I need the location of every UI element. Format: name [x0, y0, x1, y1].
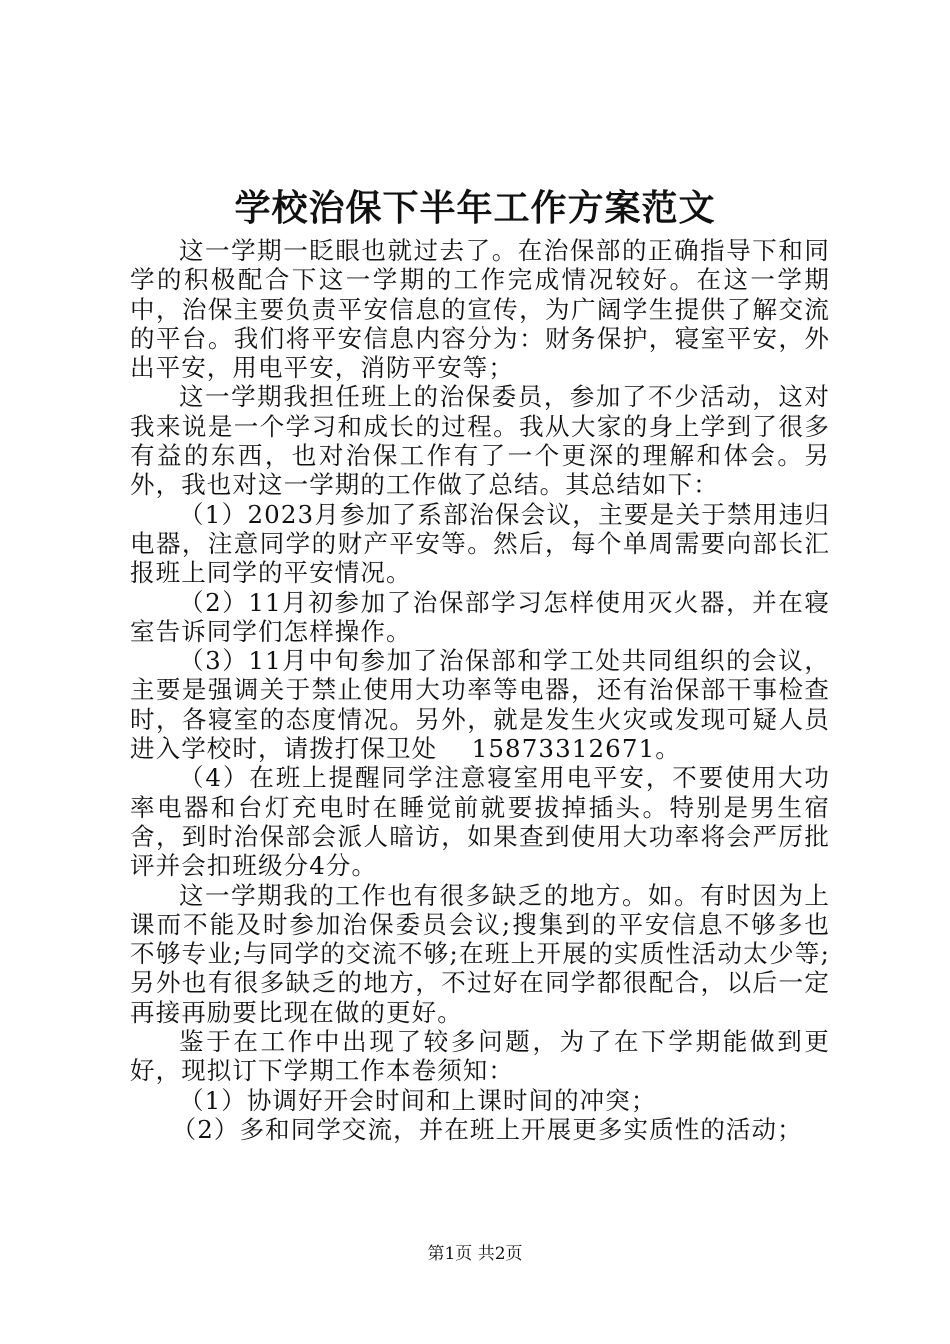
- document-body: [130, 236, 830, 1144]
- paragraph-shortcomings: 这一学期我的工作也有很多缺乏的地方。如。有时因为上课而不能及时参加治保委员会议;搜集到的平安信息不够多也不够专业;与同学的交流不够;在班上开展的实质性活动太少等;另外也有很多缺乏的地方，不过好在同学都很配合，以后一定再接再励要比现在做的更好。: [130, 880, 830, 1027]
- list-item-3: （3）11月中旬参加了治保部和学工处共同组织的会议，主要是强调关于禁止使用大功率等电器，还有治保部干事检查时，各寝室的态度情况。另外，就是发生火灾或发现可疑人员进入学校时，请拨打保卫处 15873312671。: [130, 646, 830, 764]
- plan-item-1: （1）协调好开会时间和上课时间的冲突；: [179, 1085, 657, 1115]
- plan-item-2: （2）多和同学交流，并在班上开展更多实质性的活动；: [171, 1114, 803, 1144]
- list-item-1: （1）2023月参加了系部治保会议，主要是关于禁用违归电器，注意同学的财产平安等。然后，每个单周需要向部长汇报班上同学的平安情况。: [130, 499, 830, 588]
- list-item-2: （2）11月初参加了治保部学习怎样使用灭火器，并在寝室告诉同学们怎样操作。: [130, 587, 830, 646]
- paragraph-role: 这一学期我担任班上的治保委员，参加了不少活动，这对我来说是一个学习和成长的过程。我从大家的身上学到了很多有益的东西，也对治保工作有了一个更深的理解和体会。另外，我也对这一学期的工作做了总结。其总结如下：: [130, 382, 830, 500]
- paragraph-intro: 这一学期一眨眼也就过去了。在治保部的正确指导下和同学的积极配合下这一学期的工作完成情况较好。在这一学期中，治保主要负责平安信息的宣传，为广阔学生提供了解交流的平台。我们将平安信息内容分为：财务保护，寝室平安，外出平安，用电平安，消防平安等；: [130, 236, 830, 383]
- list-item-4: （4）在班上提醒同学注意寝室用电平安，不要使用大功率电器和台灯充电时在睡觉前就要拔掉插头。特别是男生宿舍，到时治保部会派人暗访，如果查到使用大功率将会严厉批评并会扣班级分4分。: [130, 763, 830, 881]
- page-footer: 第1页 共2页: [427, 1244, 523, 1264]
- document-title: 学校治保下半年工作方案范文: [234, 187, 716, 229]
- paragraph-plan-intro: 鉴于在工作中出现了较多问题，为了在下学期能做到更好，现拟订下学期工作本卷须知：: [130, 1027, 830, 1086]
